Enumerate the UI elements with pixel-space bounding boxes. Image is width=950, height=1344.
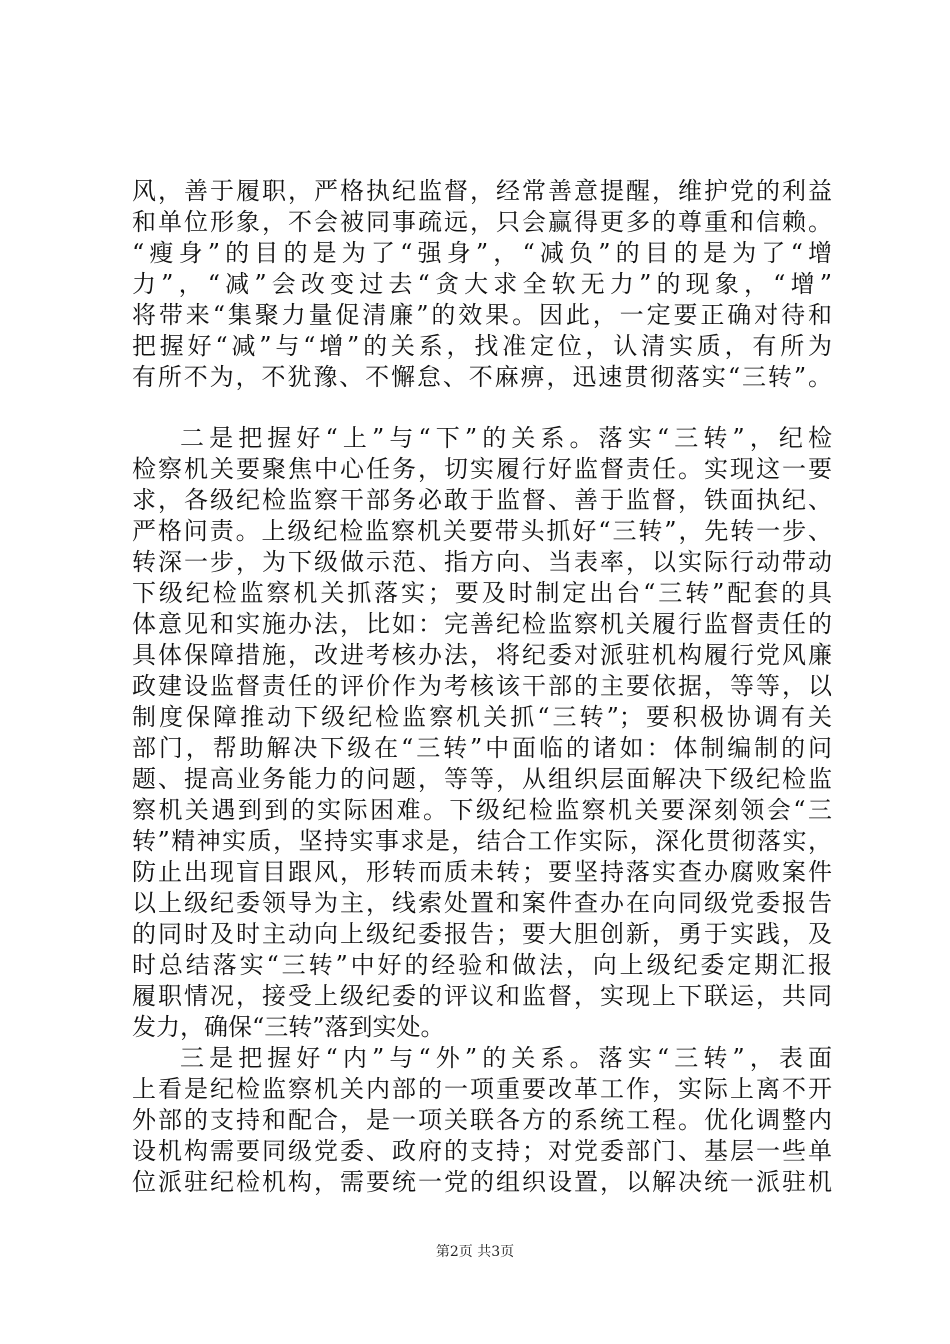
text-line: 外部的支持和配合，是一项关联各方的系统工程。优化调整内 <box>132 1106 832 1134</box>
text-line: 体意见和实施办法，比如：完善纪检监察机关履行监督责任的 <box>132 610 832 638</box>
text-line: 检察机关要聚焦中心任务，切实履行好监督责任。实现这一要 <box>132 455 832 483</box>
text-line: 把握好“减”与“增”的关系，找准定位，认清实质，有所为 <box>132 332 832 360</box>
paragraph-last-line: 发力，确保“三转”落到实处。 <box>132 1013 445 1041</box>
text-line: 时总结落实“三转”中好的经验和做法，向上级纪委定期汇报 <box>132 951 832 979</box>
text-line: 位派驻纪检机构，需要统一党的组织设置，以解决统一派驻机 <box>132 1168 832 1196</box>
text-line: 下级纪检监察机关抓落实；要及时制定出台“三转”配套的具 <box>132 579 832 607</box>
text-line: 力”，“减”会改变过去“贪大求全软无力”的现象，“增” <box>132 270 832 298</box>
text-line: 转深一步，为下级做示范、指方向、当表率，以实际行动带动 <box>132 548 832 576</box>
text-line: 政建设监督责任的评价作为考核该干部的主要依据，等等，以 <box>132 672 832 700</box>
text-line: 察机关遇到到的实际困难。下级纪检监察机关要深刻领会“三 <box>132 796 832 824</box>
text-line: 题、提高业务能力的问题，等等，从组织层面解决下级纪检监 <box>132 765 832 793</box>
text-line: 和单位形象，不会被同事疏远，只会赢得更多的尊重和信赖。 <box>132 208 832 236</box>
paragraph-shang-xia <box>132 423 832 1043</box>
text-line: 设机构需要同级党委、政府的支持；对党委部门、基层一些单 <box>132 1137 832 1165</box>
text-line: “瘦身”的目的是为了“强身”，“减负”的目的是为了“增 <box>132 239 832 267</box>
paragraph-nei-wai <box>132 1043 832 1198</box>
text-line: 有所不为，不犹豫、不懈怠、不麻痹，迅速贯彻落实“三转”。 <box>132 363 832 391</box>
paragraph-first-line: 二是把握好“上”与“下”的关系。落实“三转”，纪检 <box>180 424 832 452</box>
paragraph-continued <box>132 176 832 393</box>
text-line: 转”精神实质，坚持实事求是，结合工作实际，深化贯彻落实， <box>132 827 832 855</box>
text-line: 制度保障推动下级纪检监察机关抓“三转”；要积极协调有关 <box>132 703 832 731</box>
paragraph-first-line: 三是把握好“内”与“外”的关系。落实“三转”，表面 <box>180 1044 832 1072</box>
text-line: 部门，帮助解决下级在“三转”中面临的诸如：体制编制的问 <box>132 734 832 762</box>
text-line: 求，各级纪检监察干部务必敢于监督、善于监督，铁面执纪、 <box>132 486 832 514</box>
text-line: 以上级纪委领导为主，线索处置和案件查办在向同级党委报告 <box>132 889 832 917</box>
text-line: 具体保障措施，改进考核办法，将纪委对派驻机构履行党风廉 <box>132 641 832 669</box>
text-line: 上看是纪检监察机关内部的一项重要改革工作，实际上离不开 <box>132 1075 832 1103</box>
text-line: 将带来“集聚力量促清廉”的效果。因此，一定要正确对待和 <box>132 301 832 329</box>
text-line: 履职情况，接受上级纪委的评议和监督，实现上下联运，共同 <box>132 982 832 1010</box>
page-footer: 第2页 共3页 <box>435 1244 515 1260</box>
text-line: 严格问责。上级纪检监察机关要带头抓好“三转”，先转一步、 <box>132 517 832 545</box>
text-line: 风，善于履职，严格执纪监督，经常善意提醒，维护党的利益 <box>132 177 832 205</box>
text-line: 防止出现盲目跟风，形转而质未转；要坚持落实查办腐败案件 <box>132 858 832 886</box>
text-line: 的同时及时主动向上级纪委报告；要大胆创新，勇于实践，及 <box>132 920 832 948</box>
